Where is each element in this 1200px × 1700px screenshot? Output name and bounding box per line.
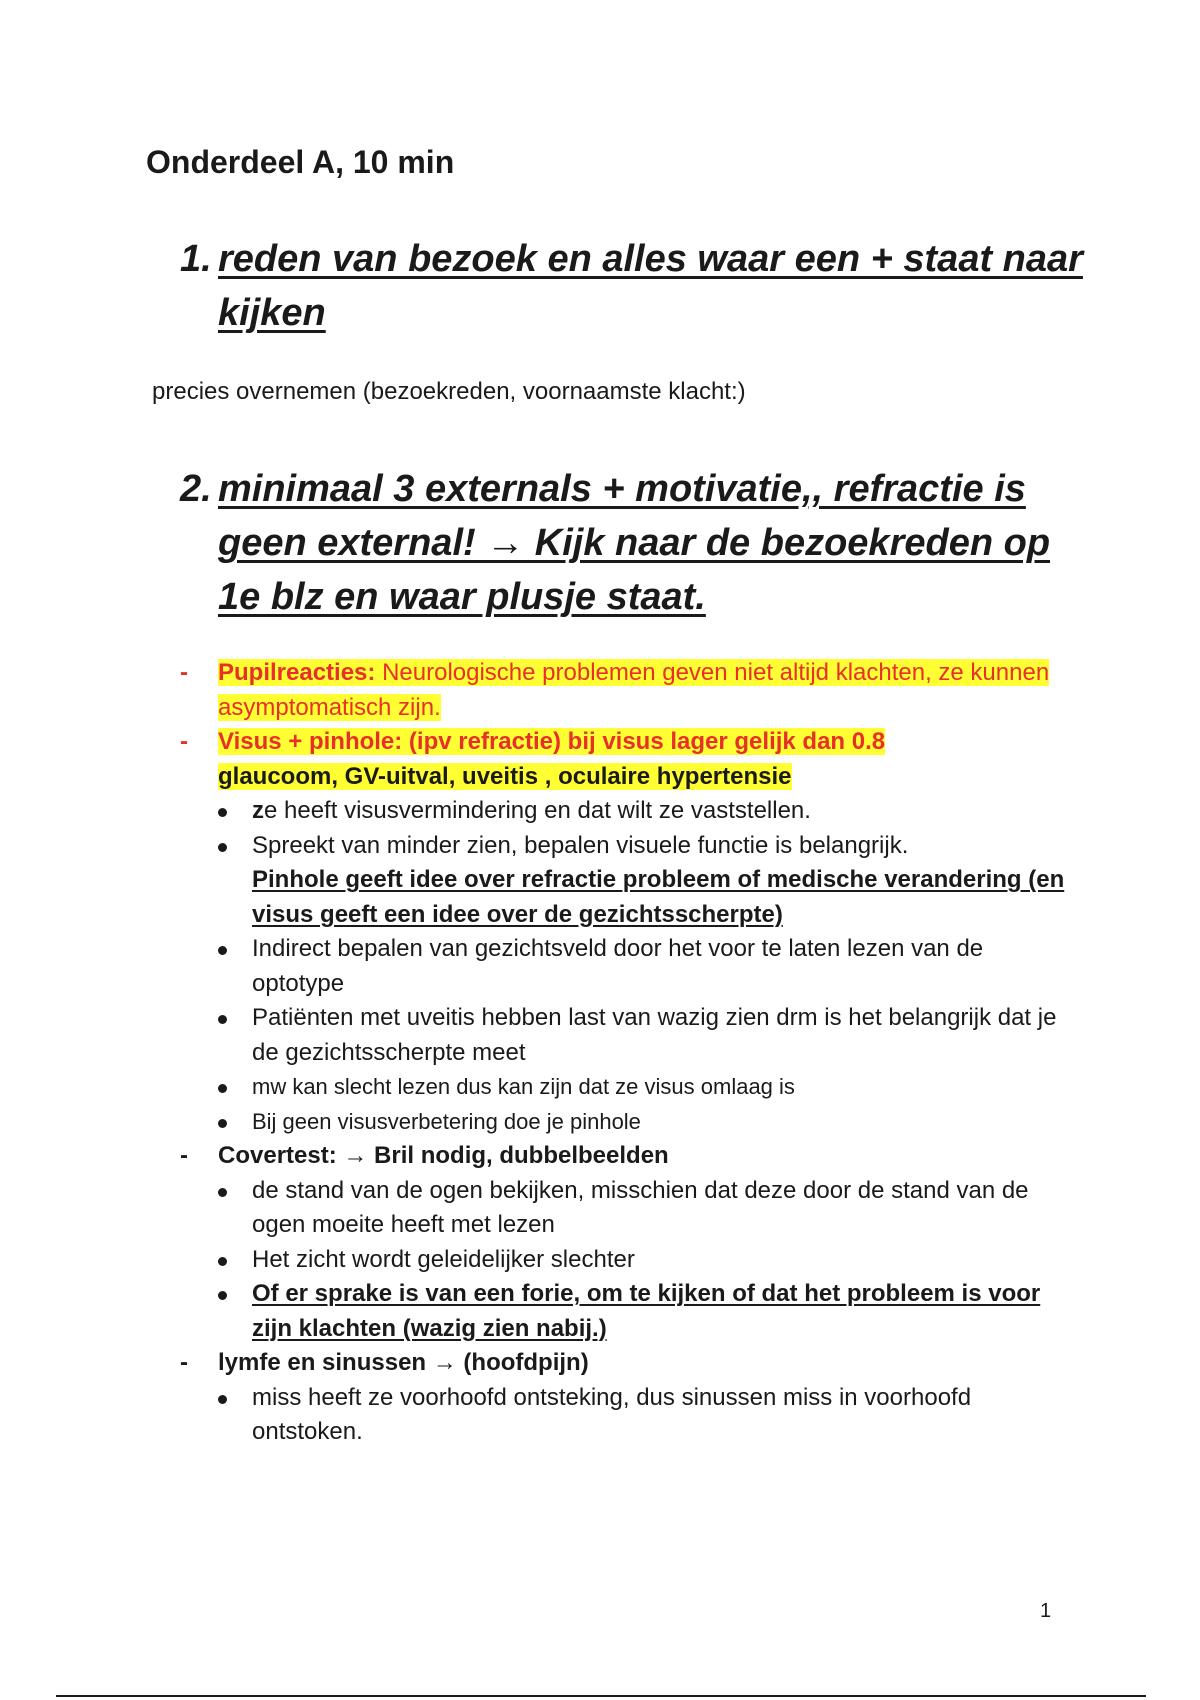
bullet-list: [180, 1174, 1080, 1347]
instruction-note: precies overnemen (bezoekreden, voornaamste klacht:): [152, 378, 746, 405]
heading-text: minimaal 3 externals + motivatie,, refractie is geen external! → Kijk naar de bezoekreden op 1e blz en waar plusje staat.: [218, 468, 1051, 618]
list-item: de stand van de ogen bekijken, misschien dat deze door de stand van de ogen moeite heeft met lezen: [252, 1174, 1080, 1243]
dash-marker: -: [180, 728, 188, 755]
test-subtitle: glaucoom, GV-uitval, uveitis , oculaire hypertensie: [218, 762, 792, 790]
tests-list: [180, 656, 1080, 1450]
test-title: Visus + pinhole: (ipv refractie) bij visus lager gelijk dan 0.8: [218, 728, 886, 755]
test-item-covertest: [180, 1139, 1080, 1174]
list-item: Spreekt van minder zien, bepalen visuele functie is belangrijk. Pinhole geeft idee over refractie probleem of medische verandering (en visus geeft een idee over de gezichtsscherpte): [252, 829, 1080, 933]
list-item: Bij geen visusverbetering doe je pinhole: [252, 1105, 1080, 1140]
heading-text: reden van bezoek en alles waar een + staat naar kijken: [218, 238, 1083, 334]
list-item: miss heeft ze voorhoofd ontsteking, dus sinussen miss in voorhoofd ontstoken.: [252, 1381, 1080, 1450]
bullet-list: [180, 794, 1080, 1139]
test-title: Covertest: → Bril nodig, dubbelbeelden: [218, 1142, 669, 1169]
numbered-heading-2: [180, 462, 1100, 624]
list-item: Patiënten met uveitis hebben last van wazig zien drm is het belangrijk dat je de gezichtsscherpte meet: [252, 1001, 1080, 1070]
page-number: 1: [1040, 1600, 1052, 1622]
page-divider: [56, 1695, 1146, 1697]
dash-marker: -: [180, 1349, 188, 1376]
test-title: Pupilreacties:: [218, 659, 376, 686]
dash-marker: -: [180, 659, 188, 686]
test-description: Neurologische problemen geven niet altijd klachten, ze kunnen asymptomatisch zijn.: [218, 659, 1050, 721]
section-title: Onderdeel A, 10 min: [146, 144, 455, 180]
list-item: Het zicht wordt geleidelijker slechter: [252, 1243, 1080, 1278]
list-item: mw kan slecht lezen dus kan zijn dat ze visus omlaag is: [252, 1070, 1080, 1105]
list-item: Indirect bepalen van gezichtsveld door het voor te laten lezen van de optotype: [252, 932, 1080, 1001]
heading-number: 1.: [180, 238, 212, 280]
bullet-list: [180, 1381, 1080, 1450]
heading-number: 2.: [180, 468, 212, 510]
test-item-pupilreacties: [180, 656, 1080, 725]
list-item: Of er sprake is van een forie, om te kijken of dat het probleem is voor zijn klachten (wazig zien nabij.): [252, 1277, 1080, 1346]
test-item-visus-pinhole: [180, 725, 1080, 794]
test-item-lymfe-sinussen: [180, 1346, 1080, 1381]
list-item: ze heeft visusvermindering en dat wilt ze vaststellen.: [252, 794, 1080, 829]
dash-marker: -: [180, 1142, 188, 1169]
test-title: lymfe en sinussen → (hoofdpijn): [218, 1349, 589, 1376]
numbered-heading-1: [180, 232, 1100, 340]
